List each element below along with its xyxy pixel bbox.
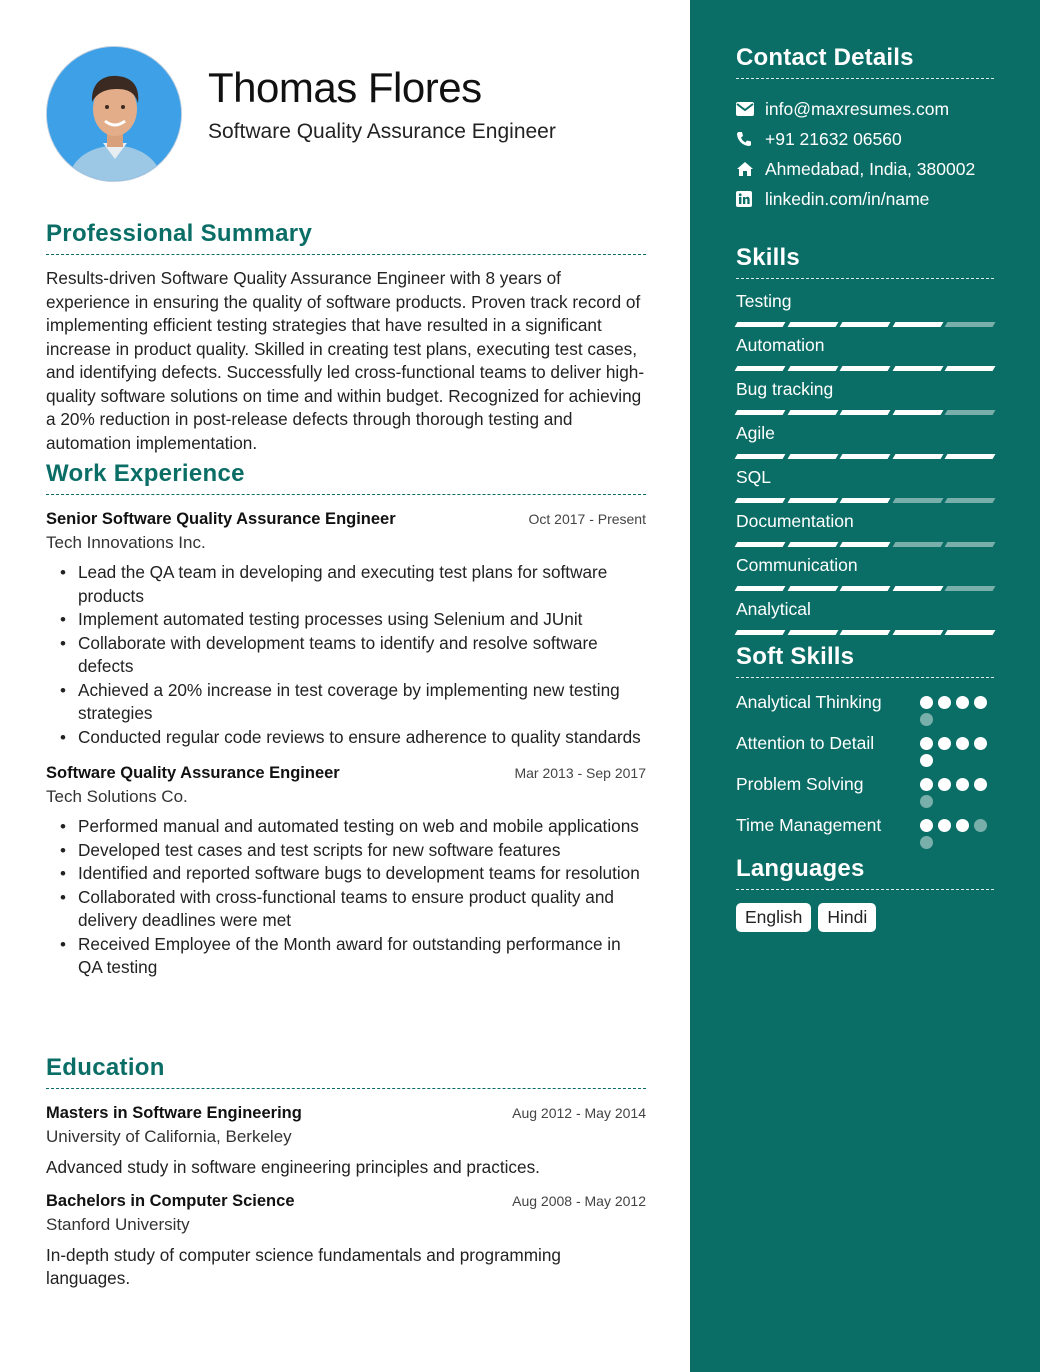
skill-level-segment xyxy=(735,630,785,635)
rating-dot xyxy=(920,819,933,832)
skill-level-segment xyxy=(735,410,785,415)
contact-address: Ahmedabad, India, 380002 xyxy=(736,154,994,184)
soft-skill-name: Analytical Thinking xyxy=(736,692,882,712)
school-name: University of California, Berkeley xyxy=(46,1127,292,1146)
skill-level-segment xyxy=(735,498,785,503)
section-divider xyxy=(736,677,994,678)
skill-level-segment xyxy=(735,454,785,459)
skill-level-segment xyxy=(840,542,890,547)
skill-item xyxy=(736,291,994,327)
soft-skill-item xyxy=(736,814,994,849)
job-company: Tech Solutions Co. xyxy=(46,787,188,806)
education-description: In-depth study of computer science fundamentals and programming languages. xyxy=(46,1244,561,1288)
skill-item xyxy=(736,335,994,371)
skill-level-bar xyxy=(736,586,994,591)
skill-level-bar xyxy=(736,542,994,547)
skill-level-bar xyxy=(736,630,994,635)
soft-skill-name: Attention to Detail xyxy=(736,733,875,753)
skill-level-bar xyxy=(736,498,994,503)
list-item: • Received Employee of the Month award for outstanding performance in QA testing xyxy=(78,933,646,980)
rating-dot xyxy=(920,754,933,767)
soft-skills-section xyxy=(736,643,994,849)
avatar xyxy=(46,46,182,182)
section-divider xyxy=(736,278,994,279)
profile-photo xyxy=(47,47,182,182)
soft-skill-name: Problem Solving xyxy=(736,774,864,794)
skill-level-bar xyxy=(736,322,994,327)
job-bullets xyxy=(46,561,646,749)
list-item: • Lead the QA team in developing and executing test plans for software products xyxy=(78,561,646,608)
candidate-title: Software Quality Assurance Engineer xyxy=(208,120,556,143)
skill-level-segment xyxy=(945,630,995,635)
soft-skill-rating xyxy=(920,732,994,767)
skill-level-segment xyxy=(892,630,942,635)
soft-skill-rating xyxy=(920,691,994,726)
skill-level-segment xyxy=(892,322,942,327)
rating-dot xyxy=(956,819,969,832)
job-company: Tech Innovations Inc. xyxy=(46,533,206,552)
skill-level-segment xyxy=(945,498,995,503)
skill-level-segment xyxy=(945,322,995,327)
skill-name: Bug tracking xyxy=(736,379,834,399)
job-title: Senior Software Quality Assurance Engineer xyxy=(46,510,396,528)
education-description: Advanced study in software engineering principles and practices. xyxy=(46,1157,540,1177)
skill-level-segment xyxy=(840,410,890,415)
soft-skills-list xyxy=(736,691,994,849)
rating-dot xyxy=(956,778,969,791)
skill-level-segment xyxy=(787,410,837,415)
skill-level-segment xyxy=(735,586,785,591)
rating-dot xyxy=(920,836,933,849)
summary-section xyxy=(46,220,646,455)
rating-dot xyxy=(974,819,987,832)
home-icon xyxy=(736,159,765,179)
soft-skill-item xyxy=(736,691,994,726)
rating-dot xyxy=(956,696,969,709)
envelope-icon xyxy=(736,99,765,119)
skill-level-segment xyxy=(840,366,890,371)
skill-level-segment xyxy=(892,366,942,371)
rating-dot xyxy=(920,778,933,791)
section-divider xyxy=(736,889,994,890)
skill-level-segment xyxy=(735,542,785,547)
skill-level-segment xyxy=(735,322,785,327)
rating-dot xyxy=(920,713,933,726)
experience-heading: Work Experience xyxy=(46,460,245,487)
skill-level-segment xyxy=(840,322,890,327)
rating-dot xyxy=(956,737,969,750)
skill-level-bar xyxy=(736,410,994,415)
skill-level-segment xyxy=(787,454,837,459)
soft-skills-heading: Soft Skills xyxy=(736,643,855,670)
education-heading: Education xyxy=(46,1054,165,1081)
skill-item xyxy=(736,555,994,591)
job-entry xyxy=(46,510,646,749)
skill-name: SQL xyxy=(736,467,772,487)
skill-level-segment xyxy=(945,586,995,591)
skill-level-segment xyxy=(840,498,890,503)
skill-level-segment xyxy=(945,542,995,547)
skill-level-segment xyxy=(945,366,995,371)
education-entry xyxy=(46,1104,646,1180)
soft-skill-rating xyxy=(920,814,994,849)
skill-level-segment xyxy=(892,586,942,591)
contact-email[interactable]: info@maxresumes.com xyxy=(736,94,994,124)
rating-dot xyxy=(920,795,933,808)
section-divider xyxy=(46,1088,646,1089)
skill-item xyxy=(736,467,994,503)
list-item: • Achieved a 20% increase in test coverage by implementing new testing strategies xyxy=(78,679,646,726)
languages-heading: Languages xyxy=(736,855,865,882)
job-date: Mar 2013 - Sep 2017 xyxy=(514,765,646,781)
education-section xyxy=(46,1054,646,1291)
skill-level-bar xyxy=(736,454,994,459)
language-badge: Hindi xyxy=(818,903,876,932)
rating-dot xyxy=(974,737,987,750)
skill-name: Communication xyxy=(736,555,858,575)
list-item: • Performed manual and automated testing on web and mobile applications xyxy=(78,815,646,839)
soft-skill-item xyxy=(736,773,994,808)
skill-level-segment xyxy=(787,542,837,547)
rating-dot xyxy=(920,696,933,709)
experience-section xyxy=(46,460,646,980)
rating-dot xyxy=(938,819,951,832)
list-item: • Developed test cases and test scripts for new software features xyxy=(78,839,646,863)
rating-dot xyxy=(974,696,987,709)
skill-level-segment xyxy=(787,586,837,591)
linkedin-icon xyxy=(736,189,765,209)
education-date: Aug 2008 - May 2012 xyxy=(512,1192,646,1209)
section-divider xyxy=(736,78,994,79)
skill-name: Testing xyxy=(736,291,792,311)
section-divider xyxy=(46,254,646,255)
list-item: • Collaborate with development teams to identify and resolve software defects xyxy=(78,632,646,679)
skill-level-bar xyxy=(736,366,994,371)
skill-level-segment xyxy=(787,322,837,327)
list-item: • Conducted regular code reviews to ensure adherence to quality standards xyxy=(78,726,646,750)
summary-text: Results-driven Software Quality Assurance Engineer with 8 years of experience in ensuring the quality of software products. Proven track record of implementing efficient testing strategies that have resulted in a significant increase in product quality. Skilled in creating test plans, executing test cases, and identifying defects. Successfully led cross-functional teams to deliver high-quality software solutions on time and within budget. Recognized for achieving a 20% reduction in post-release defects through thorough testing and automation implementation. xyxy=(46,268,645,453)
skill-name: Documentation xyxy=(736,511,854,531)
skill-level-segment xyxy=(840,630,890,635)
skill-level-segment xyxy=(945,454,995,459)
skill-item xyxy=(736,423,994,459)
rating-dot xyxy=(938,696,951,709)
job-date: Oct 2017 - Present xyxy=(528,511,646,527)
job-entry xyxy=(46,764,646,980)
education-date: Aug 2012 - May 2014 xyxy=(512,1105,646,1121)
skill-level-segment xyxy=(787,630,837,635)
skill-item xyxy=(736,599,994,635)
skill-level-segment xyxy=(892,542,942,547)
education-entry xyxy=(46,1192,646,1291)
skill-item xyxy=(736,511,994,547)
skill-level-segment xyxy=(735,366,785,371)
language-list xyxy=(736,903,994,932)
degree-title: Masters in Software Engineering xyxy=(46,1104,302,1122)
skill-level-segment xyxy=(840,454,890,459)
degree-title: Bachelors in Computer Science xyxy=(46,1191,295,1210)
list-item: • Collaborated with cross-functional teams to ensure product quality and delivery deadlines were met xyxy=(78,886,646,933)
sidebar xyxy=(690,0,1040,1372)
language-badge: English xyxy=(736,903,811,932)
section-divider xyxy=(46,494,646,495)
soft-skill-item xyxy=(736,732,994,767)
skill-name: Automation xyxy=(736,335,825,355)
school-name: Stanford University xyxy=(46,1214,190,1234)
skill-level-segment xyxy=(892,454,942,459)
rating-dot xyxy=(920,737,933,750)
skill-level-segment xyxy=(892,498,942,503)
candidate-name: Thomas Flores xyxy=(208,64,482,111)
rating-dot xyxy=(938,778,951,791)
soft-skill-name: Time Management xyxy=(736,815,882,835)
contact-phone[interactable]: +91 21632 06560 xyxy=(736,124,994,154)
soft-skill-rating xyxy=(920,773,994,808)
contact-linkedin[interactable]: linkedin.com/in/name xyxy=(736,184,994,214)
phone-icon xyxy=(736,129,765,149)
skill-level-segment xyxy=(787,366,837,371)
skills-section xyxy=(736,244,994,635)
list-item: • Implement automated testing processes using Selenium and JUnit xyxy=(78,608,646,632)
contact-heading: Contact Details xyxy=(736,44,914,71)
skill-level-segment xyxy=(840,586,890,591)
skill-level-segment xyxy=(787,498,837,503)
skill-level-segment xyxy=(945,410,995,415)
rating-dot xyxy=(938,737,951,750)
skills-list xyxy=(736,291,994,635)
contact-section xyxy=(736,44,994,214)
list-item: • Identified and reported software bugs to development teams for resolution xyxy=(78,862,646,886)
skill-name: Agile xyxy=(736,423,775,443)
summary-heading: Professional Summary xyxy=(46,220,313,247)
job-title: Software Quality Assurance Engineer xyxy=(46,764,340,782)
skills-heading: Skills xyxy=(736,244,800,271)
languages-section xyxy=(736,855,994,932)
skill-name: Analytical xyxy=(736,599,811,619)
skill-item xyxy=(736,379,994,415)
job-bullets xyxy=(46,815,646,980)
skill-level-segment xyxy=(892,410,942,415)
rating-dot xyxy=(974,778,987,791)
